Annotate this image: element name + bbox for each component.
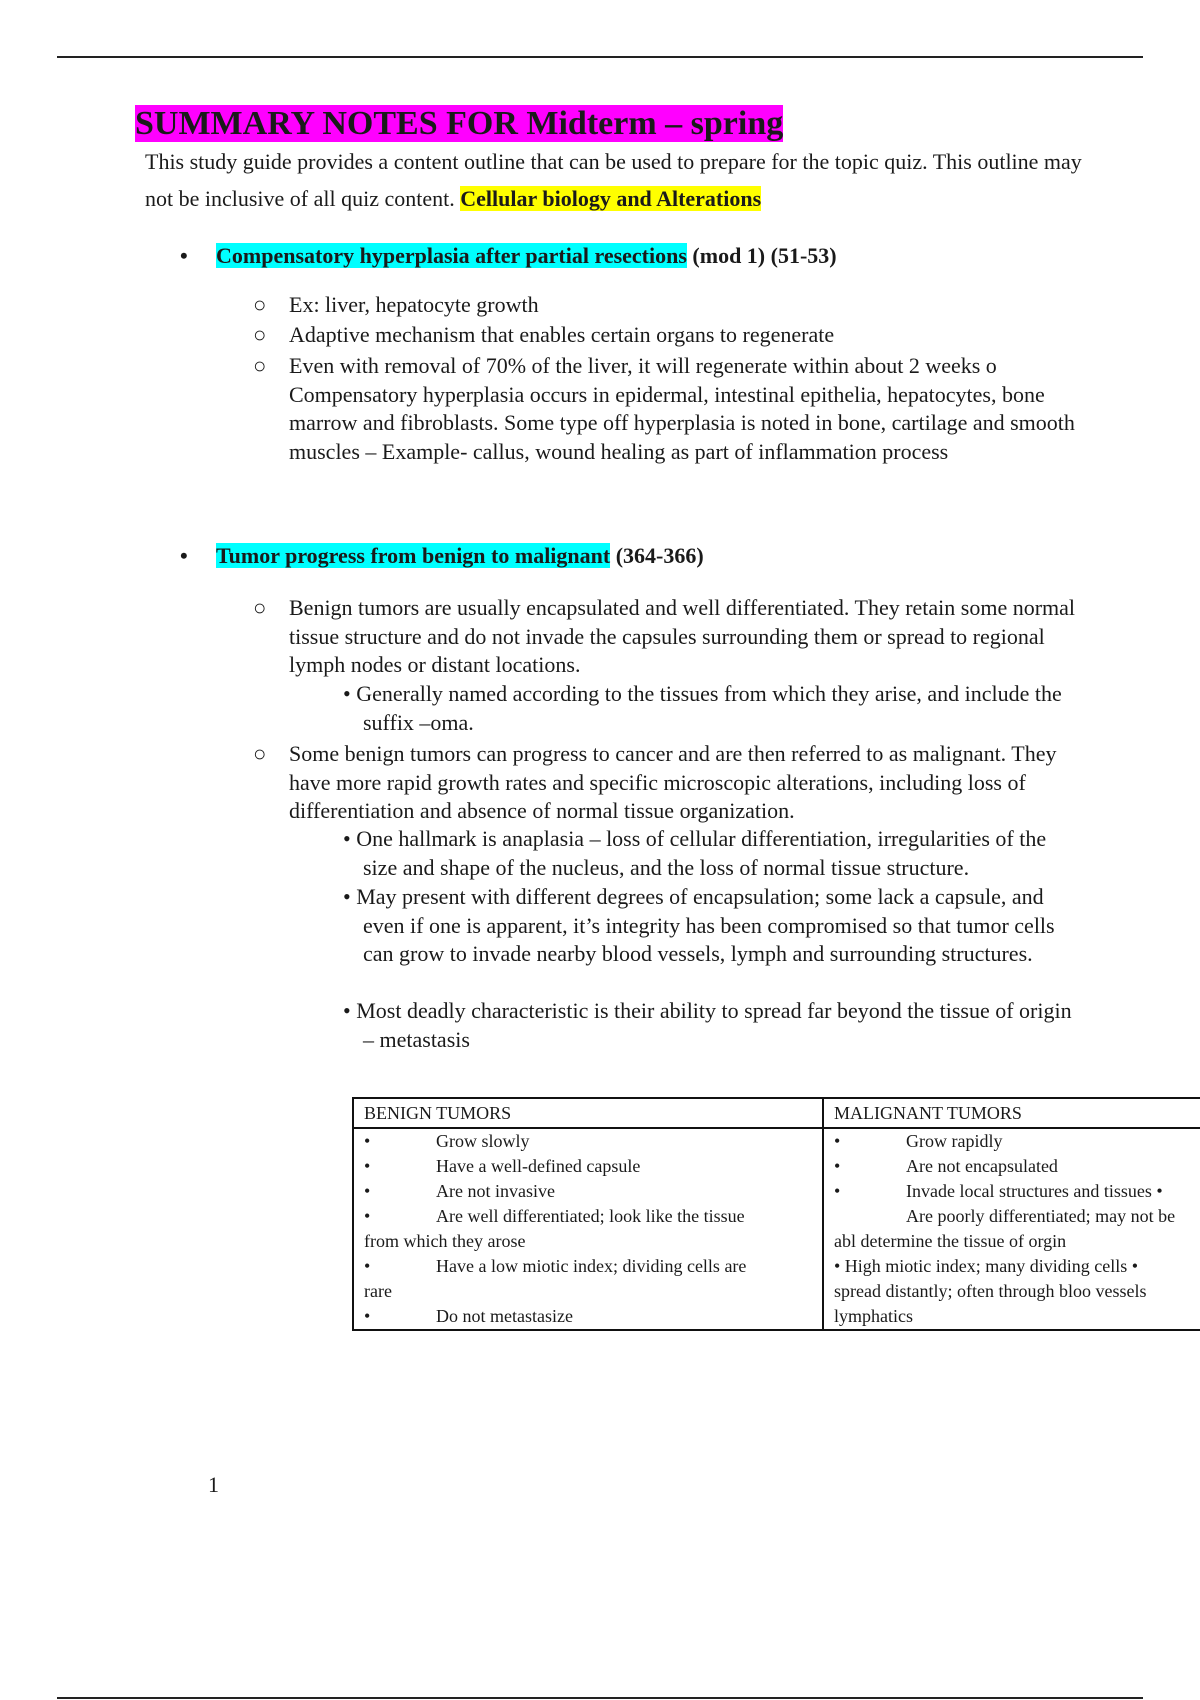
list-item: ○ Some benign tumors can progress to cancer and are then referred to as malignant. They have more rapid growth rates and specific microscopic alterations, including loss of differentiation and absence of normal tissue organization. (253, 741, 1057, 823)
malignant-cell: • Grow rapidly • Are not encapsulated • Invade local structures and tissues • Are poorly differentiated; may not be abl determine the tissue of orgin • High miotic index; many dividing cells • spread distantly; often through bloo vessels lymphatics (823, 1128, 1200, 1330)
section-heading-highlight: Compensatory hyperplasia after partial resections (216, 243, 687, 268)
list-item: ○ Benign tumors are usually encapsulated and well differentiated. They retain some normal tissue structure and do not invade the capsules surrounding them or spread to regional lymph nodes or distant locations. (253, 595, 1076, 677)
circle-bullet-icon: ○ (253, 322, 267, 347)
section-heading-pages: (mod 1) (51-53) (686, 243, 837, 268)
page-title: SUMMARY NOTES FOR Midterm – spring (135, 105, 784, 142)
tumor-comparison-table (352, 1097, 1200, 1331)
bullet-icon: • (180, 543, 188, 568)
intro-highlight: Cellular biology and Alterations (460, 186, 762, 211)
circle-bullet-icon: ○ (253, 292, 267, 317)
list-item: ○ Even with removal of 70% of the liver, it will regenerate within about 2 weeks o Compensatory hyperplasia occurs in epidermal, intestinal epithelia, hepatocytes, bone marrow and fibroblasts. Some type off hyperplasia is noted in bone, cartilage and smooth muscles – Example- callus, wound healing as part of inflammation process (253, 353, 1075, 464)
table-row (353, 1128, 1200, 1330)
circle-bullet-icon: ○ (253, 741, 267, 766)
sub-list-item: • May present with different degrees of encapsulation; some lack a capsule, and even if one is apparent, it’s integrity has been compromised so that tumor cells can grow to invade nearby blood vessels, lymph and surrounding structures. (343, 884, 1055, 966)
table-header-row (353, 1098, 1200, 1128)
sub-list-item: • One hallmark is anaplasia – loss of cellular differentiation, irregularities of the size and shape of the nucleus, and the loss of normal tissue structure. (343, 826, 1047, 880)
list-item: ○ Adaptive mechanism that enables certain organs to regenerate (253, 321, 1083, 350)
section-heading-tumor (180, 541, 704, 571)
section-heading-hyperplasia (180, 241, 837, 271)
circle-bullet-icon: ○ (253, 595, 267, 620)
circle-bullet-icon: ○ (253, 353, 267, 378)
bottom-rule (57, 1697, 1143, 1699)
intro-paragraph (145, 143, 1085, 217)
sub-list-item: • Most deadly characteristic is their ability to spread far beyond the tissue of origin – metastasis (343, 998, 1072, 1052)
sub-list-item: • Generally named according to the tissues from which they arise, and include the suffix –oma. (343, 681, 1062, 735)
page-number: 1 (208, 1472, 219, 1497)
column-header-benign: BENIGN TUMORS (353, 1098, 823, 1128)
section-heading-pages: (364-366) (610, 543, 704, 568)
list-item: ○ Ex: liver, hepatocyte growth (253, 291, 1083, 320)
column-header-malignant: MALIGNANT TUMORS (823, 1098, 1200, 1128)
section-heading-highlight: Tumor progress from benign to malignant (216, 543, 611, 568)
benign-cell: • Grow slowly • Have a well-defined capsule • Are not invasive • Are well differentiated; look like the tissue from which they arose • Have a low miotic index; dividing cells are rare • Do not metastasize (353, 1128, 823, 1330)
intro-text: This study guide provides a content outline that can be used to prepare for the topic quiz. This outline may not be inclusive of all quiz content. (145, 149, 1082, 211)
top-rule (57, 56, 1143, 58)
bullet-icon: • (180, 243, 188, 268)
